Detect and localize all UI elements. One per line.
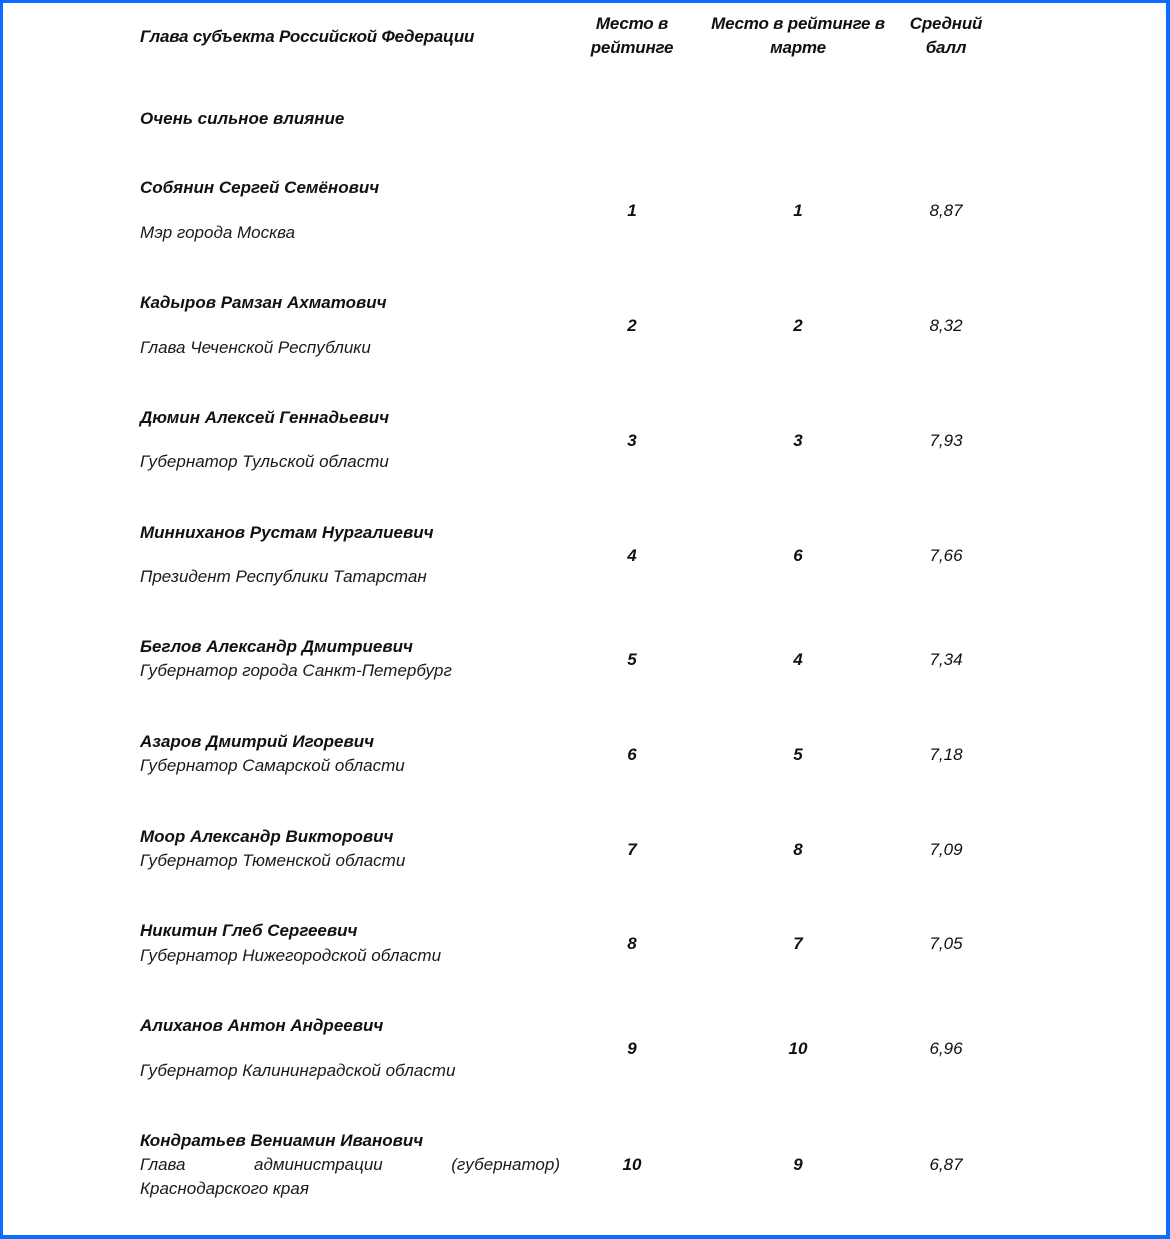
row-title: Губернатор Калининградской области xyxy=(140,1061,456,1080)
row-name: Собянин Сергей Семёнович xyxy=(140,178,380,197)
row-name: Алиханов Антон Андреевич xyxy=(140,1016,384,1035)
row-place: 1 xyxy=(627,201,637,220)
row-place-march: 8 xyxy=(793,840,803,859)
row-title: Президент Республики Татарстан xyxy=(140,567,427,586)
row-title: Глава администрации (губернатор) Краснодарского края xyxy=(140,1155,560,1198)
row-name: Моор Александр Викторович xyxy=(140,827,394,846)
header-name: Глава субъекта Российской Федерации xyxy=(140,27,475,46)
row-name: Беглов Александр Дмитриевич xyxy=(140,637,413,656)
row-score: 8,87 xyxy=(929,201,963,220)
row-title: Глава Чеченской Республики xyxy=(140,338,371,357)
row-title: Губернатор Тюменской области xyxy=(140,851,406,870)
row-place-march: 1 xyxy=(793,201,803,220)
row-score: 6,96 xyxy=(929,1039,963,1058)
row-name: Кондратьев Вениамин Иванович xyxy=(140,1131,424,1150)
row-score: 6,87 xyxy=(929,1155,963,1174)
row-place-march: 4 xyxy=(793,650,803,669)
row-title: Мэр города Москва xyxy=(140,223,296,242)
row-score: 7,93 xyxy=(929,431,963,450)
header-place: Место в рейтинге xyxy=(590,14,674,57)
row-place: 7 xyxy=(627,840,637,859)
row-score: 7,05 xyxy=(929,934,963,953)
row-title: Губернатор города Санкт-Петербург xyxy=(140,661,452,680)
row-place: 6 xyxy=(627,745,637,764)
header-place-march: Место в рейтинге в марте xyxy=(711,14,885,57)
header-score: Средний балл xyxy=(909,14,983,57)
row-place-march: 3 xyxy=(793,431,803,450)
row-name: Минниханов Рустам Нургалиевич xyxy=(140,523,434,542)
row-place-march: 2 xyxy=(793,316,803,335)
row-place: 4 xyxy=(627,546,637,565)
row-score: 7,09 xyxy=(929,840,963,859)
row-name: Азаров Дмитрий Игоревич xyxy=(140,732,375,751)
row-name: Кадыров Рамзан Ахматович xyxy=(140,293,387,312)
row-title: Губернатор Самарской области xyxy=(140,756,405,775)
row-title: Губернатор Тульской области xyxy=(140,452,389,471)
row-place-march: 9 xyxy=(793,1155,803,1174)
row-place-march: 5 xyxy=(793,745,803,764)
row-place-march: 6 xyxy=(793,546,803,565)
row-place: 8 xyxy=(627,934,637,953)
row-place: 9 xyxy=(627,1039,637,1058)
row-score: 7,66 xyxy=(929,546,963,565)
row-score: 7,34 xyxy=(929,650,963,669)
row-title: Губернатор Нижегородской области xyxy=(140,946,442,965)
row-name: Никитин Глеб Сергеевич xyxy=(140,921,358,940)
row-name: Дюмин Алексей Геннадьевич xyxy=(140,408,390,427)
row-place: 5 xyxy=(627,650,637,669)
row-place: 10 xyxy=(622,1155,642,1174)
row-place-march: 10 xyxy=(788,1039,808,1058)
row-place: 3 xyxy=(627,431,637,450)
row-place-march: 7 xyxy=(793,934,803,953)
row-score: 7,18 xyxy=(929,745,963,764)
section-label: Очень сильное влияние xyxy=(140,109,345,128)
row-place: 2 xyxy=(627,316,637,335)
row-score: 8,32 xyxy=(929,316,963,335)
